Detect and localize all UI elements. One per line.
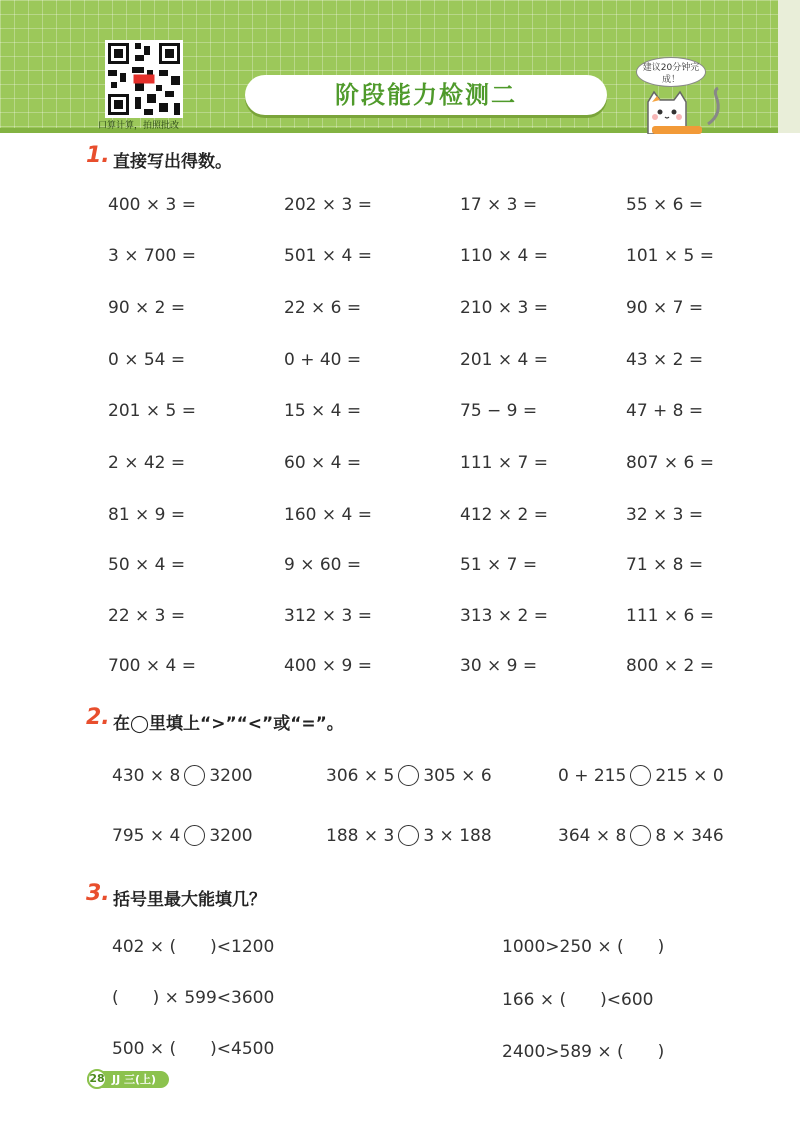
compare-item — [558, 765, 724, 786]
problem-item: 110 × 4 = — [460, 246, 548, 266]
problem-item: 71 × 8 = — [626, 555, 704, 575]
answer-circle[interactable] — [630, 765, 651, 786]
compare-left: 430 × 8 — [112, 765, 181, 786]
problem-item: 43 × 2 = — [626, 350, 704, 370]
problem-item: 201 × 5 = — [108, 401, 196, 421]
page-title: 阶段能力检测二 — [335, 81, 517, 109]
problem-item: 50 × 4 = — [108, 555, 186, 575]
problem-item: 22 × 3 = — [108, 606, 186, 626]
compare-item — [558, 825, 724, 846]
problem-item: 22 × 6 = — [284, 298, 362, 318]
qr-code-icon[interactable] — [105, 40, 183, 118]
fill-blank-item[interactable]: 1000>250 × ( ) — [502, 937, 665, 957]
problem-item: 75 − 9 = — [460, 401, 538, 421]
compare-right: 305 × 6 — [423, 765, 492, 786]
fill-blank-item[interactable]: 402 × ( )<1200 — [112, 937, 275, 957]
compare-right: 215 × 0 — [655, 765, 724, 786]
answer-circle[interactable] — [630, 825, 651, 846]
problem-item: 81 × 9 = — [108, 505, 186, 525]
compare-item — [326, 825, 492, 846]
answer-circle[interactable] — [398, 765, 419, 786]
problem-item: 51 × 7 = — [460, 555, 538, 575]
problem-item: 201 × 4 = — [460, 350, 548, 370]
problem-item: 501 × 4 = — [284, 246, 372, 266]
problem-item: 807 × 6 = — [626, 453, 714, 473]
fill-blank-item[interactable]: 2400>589 × ( ) — [502, 1042, 665, 1062]
problem-item: 90 × 2 = — [108, 298, 186, 318]
fill-blank-item[interactable]: 166 × ( )<600 — [502, 990, 654, 1010]
compare-left: 795 × 4 — [112, 825, 181, 846]
compare-right: 3 × 188 — [423, 825, 492, 846]
compare-item — [112, 765, 253, 786]
problem-item: 2 × 42 = — [108, 453, 186, 473]
compare-item — [112, 825, 253, 846]
compare-right: 3200 — [209, 765, 253, 786]
problem-item: 30 × 9 = — [460, 656, 538, 676]
problem-item: 800 × 2 = — [626, 656, 714, 676]
problem-item: 60 × 4 = — [284, 453, 362, 473]
answer-circle[interactable] — [184, 825, 205, 846]
problem-item: 160 × 4 = — [284, 505, 372, 525]
fill-blank-item[interactable]: 500 × ( )<4500 — [112, 1039, 275, 1059]
problem-item: 210 × 3 = — [460, 298, 548, 318]
fill-blank-item[interactable]: ( ) × 599<3600 — [112, 988, 275, 1008]
page-number: 28 — [87, 1069, 107, 1089]
problem-item: 47 + 8 = — [626, 401, 704, 421]
problem-item: 412 × 2 = — [460, 505, 548, 525]
title-banner — [245, 75, 607, 115]
problem-item: 90 × 7 = — [626, 298, 704, 318]
problem-item: 0 × 54 = — [108, 350, 186, 370]
problem-item: 400 × 3 = — [108, 195, 196, 215]
problem-item: 700 × 4 = — [108, 656, 196, 676]
problem-item: 312 × 3 = — [284, 606, 372, 626]
compare-left: 306 × 5 — [326, 765, 395, 786]
problem-item: 9 × 60 = — [284, 555, 362, 575]
problem-item: 111 × 7 = — [460, 453, 548, 473]
compare-left: 188 × 3 — [326, 825, 395, 846]
compare-left: 364 × 8 — [558, 825, 627, 846]
section-1-title: 直接写出得数。 — [113, 152, 232, 172]
section-1-number: 1. — [86, 143, 110, 168]
answer-circle[interactable] — [398, 825, 419, 846]
problem-item: 111 × 6 = — [626, 606, 714, 626]
problem-item: 313 × 2 = — [460, 606, 548, 626]
problem-item: 3 × 700 = — [108, 246, 196, 266]
problem-item: 32 × 3 = — [626, 505, 704, 525]
problem-item: 400 × 9 = — [284, 656, 372, 676]
problem-item: 202 × 3 = — [284, 195, 372, 215]
problem-item: 55 × 6 = — [626, 195, 704, 215]
qr-label: 口算计算，拍照批改 — [98, 121, 180, 131]
compare-right: 8 × 346 — [655, 825, 724, 846]
problem-item: 101 × 5 = — [626, 246, 714, 266]
compare-right: 3200 — [209, 825, 253, 846]
problem-item: 0 + 40 = — [284, 350, 362, 370]
cat-mascot-icon — [638, 84, 728, 134]
answer-circle[interactable] — [184, 765, 205, 786]
section-2-title: 在◯里填上“>”“<”或“=”。 — [113, 714, 344, 734]
section-2-number: 2. — [86, 705, 110, 730]
section-3-number: 3. — [86, 881, 110, 906]
footer-label: JJ 三(上) — [112, 1073, 157, 1086]
compare-item — [326, 765, 492, 786]
problem-item: 17 × 3 = — [460, 195, 538, 215]
compare-left: 0 + 215 — [558, 765, 627, 786]
page-edge-strip — [778, 0, 800, 133]
problem-item: 15 × 4 = — [284, 401, 362, 421]
section-3-title: 括号里最大能填几？ — [113, 890, 266, 910]
time-suggestion-bubble: 建议20分钟完成！ — [636, 57, 706, 87]
